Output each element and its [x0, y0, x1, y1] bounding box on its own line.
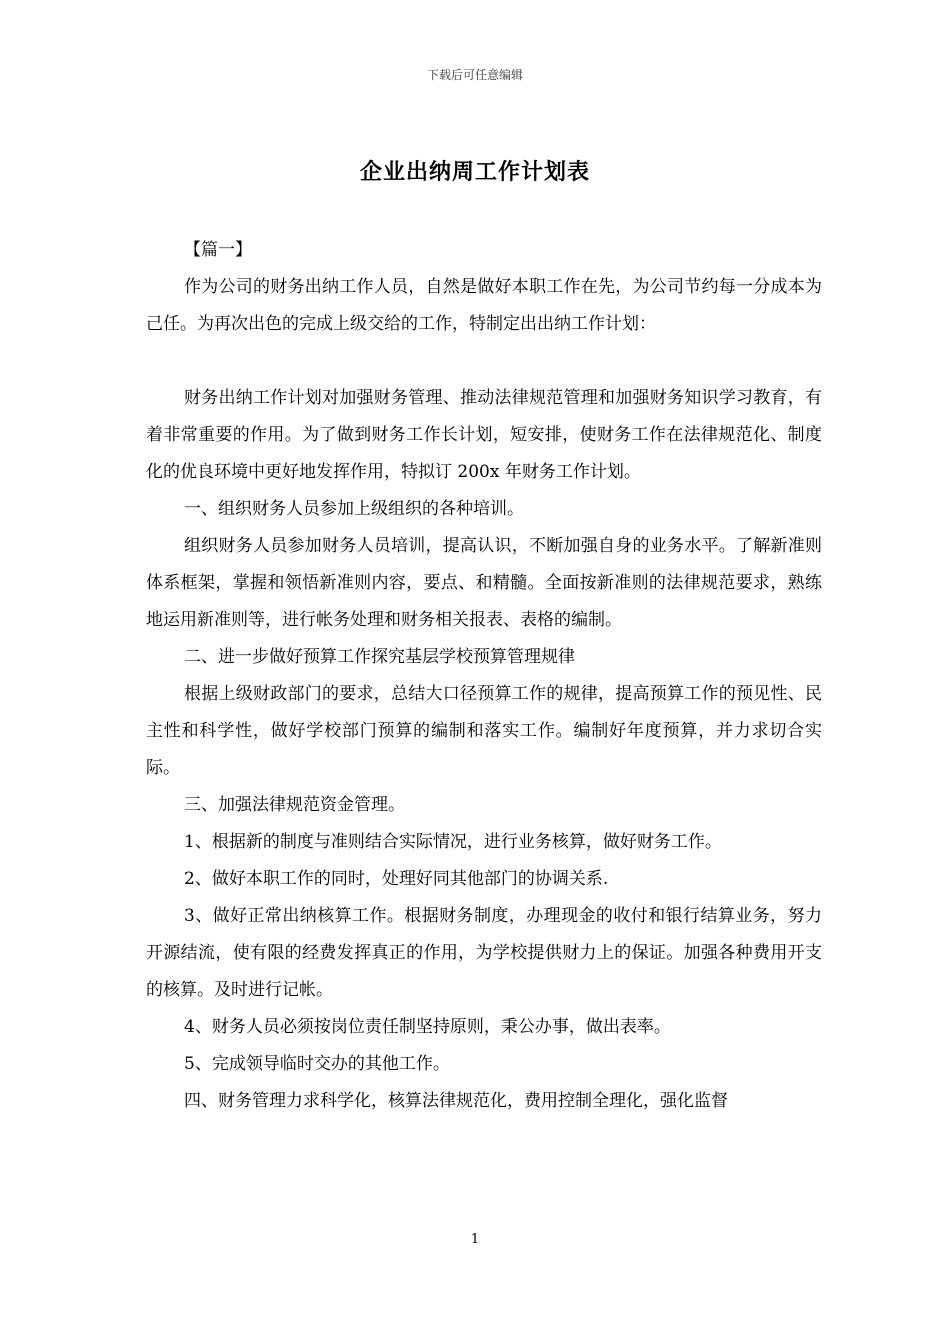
list-item: 1、根据新的制度与准则结合实际情况，进行业务核算，做好财务工作。	[184, 832, 722, 852]
heading-training: 一、组织财务人员参加上级组织的各种培训。	[184, 499, 524, 519]
paragraph-intro: 作为公司的财务出纳工作人员，自然是做好本职工作在先，为公司节约每一分成本为己任。为再次出色的完成上级交给的工作，特制定出出纳工作计划：	[146, 277, 822, 334]
list-item: 2、做好本职工作的同时，处理好同其他部门的协调关系.	[184, 869, 609, 889]
list-item: 5、完成领导临时交办的其他工作。	[184, 1054, 450, 1074]
paragraph-training: 组织财务人员参加财务人员培训，提高认识，不断加强自身的业务水平。了解新准则体系框架，掌握和领悟新准则内容，要点、和精髓。全面按新准则的法律规范要求，熟练地运用新准则等，进行帐务处理和财务相关报表、表格的编制。	[146, 536, 822, 630]
page-number: 1	[470, 1232, 480, 1247]
heading-budget: 二、进一步做好预算工作探究基层学校预算管理规律	[184, 647, 575, 667]
section-label: 【篇一】	[184, 240, 252, 260]
list-item: 4、财务人员必须按岗位责任制坚持原则，秉公办事，做出表率。	[184, 1017, 671, 1037]
paragraph-budget: 根据上级财政部门的要求，总结大口径预算工作的规律，提高预算工作的预见性、民主性和科学性，做好学校部门预算的编制和落实工作。编制好年度预算，并力求切合实际。	[146, 684, 822, 778]
heading-management: 四、财务管理力求科学化，核算法律规范化，费用控制全理化，强化监督	[184, 1091, 728, 1111]
list-item: 3、做好正常出纳核算工作。根据财务制度，办理现金的收付和银行结算业务，努力开源结流，使有限的经费发挥真正的作用，为学校提供财力上的保证。加强各种费用开支的核算。及时进行记帐。	[146, 906, 822, 1000]
heading-funds: 三、加强法律规范资金管理。	[184, 795, 405, 815]
blank-line	[146, 343, 822, 380]
document-body	[146, 232, 822, 1120]
paragraph-overview: 财务出纳工作计划对加强财务管理、推动法律规范管理和加强财务知识学习教育，有着非常重要的作用。为了做到财务工作长计划，短安排，使财务工作在法律规范化、制度化的优良环境中更好地发挥作用，特拟订 200x 年财务工作计划。	[146, 388, 822, 482]
document-title: 企业出纳周工作计划表	[359, 160, 590, 185]
header-note: 下载后可任意编辑	[426, 68, 523, 82]
